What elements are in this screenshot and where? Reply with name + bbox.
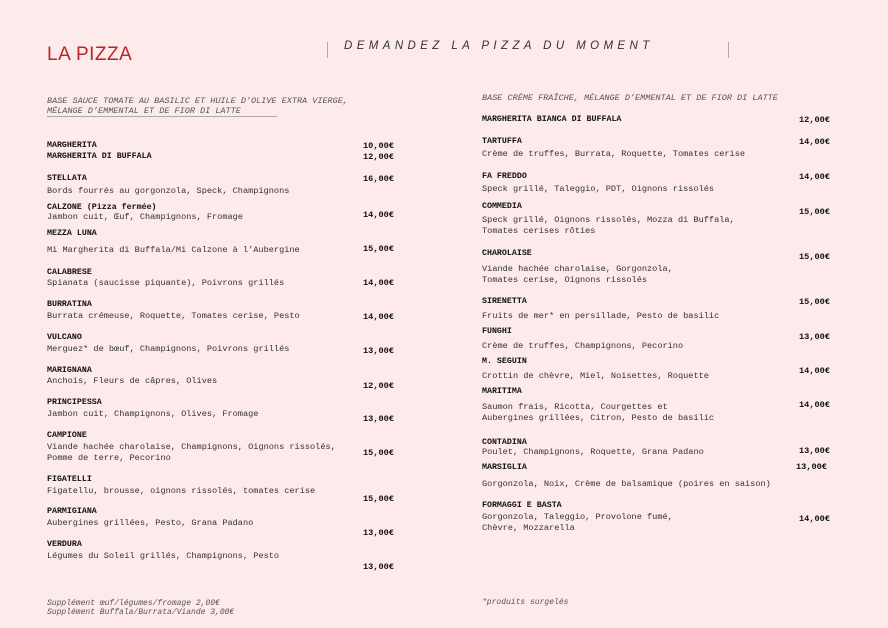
menu-item-price: 15,00€: [799, 252, 830, 262]
menu-item-price: 15,00€: [363, 244, 394, 254]
menu-item-name: TARTUFFA: [482, 137, 522, 146]
menu-item-description: Bords fourrés au gorgonzola, Speck, Champignons: [47, 186, 290, 196]
menu-item-name: FORMAGGI E BASTA: [482, 501, 562, 510]
menu-item-name: PARMIGIANA: [47, 507, 97, 516]
menu-item-price: 14,00€: [363, 210, 394, 220]
menu-item-name: FA FREDDO: [482, 172, 527, 181]
menu-item-description: Anchois, Fleurs de câpres, Olives: [47, 376, 218, 386]
menu-item-price: 12,00€: [363, 381, 394, 391]
menu-item-price: 13,00€: [799, 332, 830, 342]
menu-item-description: Jambon cuit, Champignons, Olives, Fromage: [47, 409, 259, 419]
right-base-description: BASE CRÈME FRAÎCHE, MÉLANGE D’EMMENTAL ET DE FIOR DI LATTE: [482, 93, 778, 103]
menu-item-name: MARGHERITA: [47, 141, 97, 150]
menu-item-description: Viande hachée charolaise, Champignons, Oignons rissolés, Pomme de terre, Pecorino: [47, 442, 336, 463]
menu-item-price: 14,00€: [363, 312, 394, 322]
menu-item-name: M. SEGUIN: [482, 357, 527, 366]
menu-item-name: VULCANO: [47, 333, 82, 342]
menu-item-description: Figatellu, brousse, oignons rissolés, tomates cerise: [47, 486, 316, 496]
menu-item-description: Crème de truffes, Burrata, Roquette, Tomates cerise: [482, 149, 746, 159]
menu-item-name: CHAROLAISE: [482, 249, 532, 258]
menu-item-name: STELLATA: [47, 174, 87, 183]
menu-item-name: MARITIMA: [482, 387, 522, 396]
menu-item-name: FUNGHI: [482, 327, 512, 336]
menu-item-name: BURRATINA: [47, 300, 92, 309]
menu-item-price: 13,00€: [796, 462, 827, 472]
tagline: DEMANDEZ LA PIZZA DU MOMENT: [344, 40, 654, 52]
menu-item-name: CAMPIONE: [47, 431, 87, 440]
menu-item-description: Poulet, Champignons, Roquette, Grana Padano: [482, 447, 704, 457]
menu-item-description: Légumes du Soleil grillés, Champignons, Pesto: [47, 551, 280, 561]
menu-item-price: 14,00€: [799, 514, 830, 524]
menu-item-price: 16,00€: [363, 174, 394, 184]
menu-item-description: Crème de truffes, Champignons, Pecorino: [482, 341, 684, 351]
menu-item-price: 15,00€: [799, 297, 830, 307]
menu-item-description: Speck grillé, Taleggio, PDT, Oignons rissolés: [482, 184, 715, 194]
tagline-rule-left: [327, 42, 328, 58]
menu-item-name: CALABRESE: [47, 268, 92, 277]
menu-item-description: Speck grillé, Oignons rissolés, Mozza di Buffala, Tomates cerises rôties: [482, 215, 735, 236]
menu-item-price: 10,00€: [363, 141, 394, 151]
menu-item-price: 15,00€: [363, 494, 394, 504]
menu-item-name: MARSIGLIA: [482, 463, 527, 472]
menu-item-name: MEZZA LUNA: [47, 229, 97, 238]
menu-item-name: COMMEDIA: [482, 202, 522, 211]
menu-item-description: Viande hachée charolaise, Gorgonzola, Tomates cerise, Oignons rissolés: [482, 264, 673, 285]
menu-item-price: 15,00€: [799, 207, 830, 217]
menu-item-name: MARIGNANA: [47, 366, 92, 375]
left-base-description: BASE SAUCE TOMATE AU BASILIC ET HUILE D’OLIVE EXTRA VIERGE, MÉLANGE D’EMMENTAL ET DE FIOR DI LATTE: [47, 96, 348, 116]
supplement-footnote: Supplément œuf/légumes/fromage 2,00€ Supplément Buffala/Burrata/Viande 3,00€: [47, 599, 235, 617]
menu-item-description: Jambon cuit, Œuf, Champignons, Fromage: [47, 212, 243, 222]
menu-item-description: Fruits de mer* en persillade, Pesto de basilic: [482, 311, 720, 321]
menu-item-description: Gorgonzola, Noix, Crème de balsamique (poires en saison): [482, 479, 771, 489]
menu-item-price: 13,00€: [363, 346, 394, 356]
menu-item-name: VERDURA: [47, 540, 82, 549]
menu-item-price: 14,00€: [799, 172, 830, 182]
menu-item-description: Gorgonzola, Taleggio, Provolone fumé, Chèvre, Mozzarella: [482, 512, 673, 533]
menu-item-description: Spianata (saucisse piquante), Poivrons grillés: [47, 278, 285, 288]
menu-item-description: Aubergines grillées, Pesto, Grana Padano: [47, 518, 254, 528]
frozen-products-footnote: *produits surgelés: [482, 598, 569, 607]
menu-item-price: 14,00€: [799, 137, 830, 147]
menu-item-price: 13,00€: [799, 446, 830, 456]
menu-item-description: Mi Margherita di Buffala/Mi Calzone à l’Aubergine: [47, 245, 300, 255]
page-title: LA PIZZA: [47, 44, 133, 65]
menu-item-price: 14,00€: [363, 278, 394, 288]
menu-item-name: SIRENETTA: [482, 297, 527, 306]
menu-item-price: 12,00€: [799, 115, 830, 125]
menu-item-price: 14,00€: [799, 400, 830, 410]
menu-item-price: 12,00€: [363, 152, 394, 162]
left-base-underline: [47, 116, 277, 117]
menu-item-description: Merguez* de bœuf, Champignons, Poivrons grillés: [47, 344, 290, 354]
tagline-rule-right: [728, 42, 729, 58]
menu-item-price: 13,00€: [363, 528, 394, 538]
menu-item-name: MARGHERITA BIANCA DI BUFFALA: [482, 115, 622, 124]
menu-item-price: 13,00€: [363, 562, 394, 572]
menu-item-name: CONTADINA: [482, 438, 527, 447]
menu-item-description: Burrata crémeuse, Roquette, Tomates cerise, Pesto: [47, 311, 300, 321]
menu-item-name: CALZONE (Pizza fermée): [47, 203, 157, 212]
menu-item-name: FIGATELLI: [47, 475, 92, 484]
menu-item-description: Saumon frais, Ricotta, Courgettes et Aubergines grillées, Citron, Pesto de basilic: [482, 402, 715, 423]
menu-item-price: 14,00€: [799, 366, 830, 376]
menu-item-description: Crottin de chèvre, Miel, Noisettes, Roquette: [482, 371, 709, 381]
menu-item-name: PRINCIPESSA: [47, 398, 102, 407]
menu-item-price: 13,00€: [363, 414, 394, 424]
menu-item-price: 15,00€: [363, 448, 394, 458]
menu-item-name: MARGHERITA DI BUFFALA: [47, 152, 152, 161]
